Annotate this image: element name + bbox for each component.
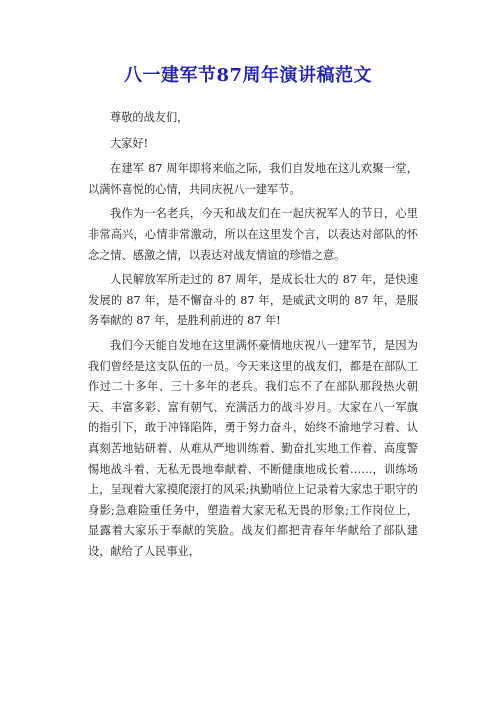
paragraph-greeting: 大家好! — [110, 136, 149, 150]
paragraph-salutation: 尊敬的战友们， — [110, 111, 189, 124]
paragraph-1: 在建军 87 周年即将来临之际，我们自发地在这儿欢聚一堂，以满怀喜悦的心情，共同庆祝八一建军节。 — [88, 162, 418, 196]
document-title: 八一建军节87周年演讲稿范文 — [123, 65, 373, 86]
paragraph-2: 我作为一名老兵，今天和战友们在一起庆祝军人的节日，心里非常高兴，心情非常激动，所以在这里发个言，以表达对部队的怀念之情、感激之情，以表达对战友情谊的珍惜之意。 — [88, 207, 418, 262]
document-body — [88, 108, 418, 566]
paragraph-4: 我们今天能自发地在这里满怀豪情地庆祝八一建军节，是因为我们曾经是这支队伍的一员。今天来这里的战友们，都是在部队工作过二十多年、三十多年的老兵。我们忘不了在部队那段热火朝天、丰富多彩、富有朝气、充满活力的战斗岁月。大家在八一军旗的指引下，敢于冲锋陷阵，勇于努力奋斗，始终不渝地学习着、认真刻苦地钻研着、从难从严地训练着、勤奋扎实地工作着、高度警惕地战斗着、无私无畏地奉献着、不断健康地成长着……，训练场上，呈现着大家摸爬滚打的风采;执勤哨位上记录着大家忠于职守的身影;急难险重任务中，塑造着大家无私无畏的形象;工作岗位上，显露着大家乐于奉献的笑脸。战友们都把青春年华献给了部队建设，献给了人民事业， — [88, 338, 418, 558]
paragraph-3: 人民解放军所走过的 87 周年，是成长壮大的 87 年，是快速发展的 87 年，是不懈奋斗的 87 年，是威武文明的 87 年，是服务奉献的 87 年，是胜利前进的 87 年! — [88, 273, 418, 328]
